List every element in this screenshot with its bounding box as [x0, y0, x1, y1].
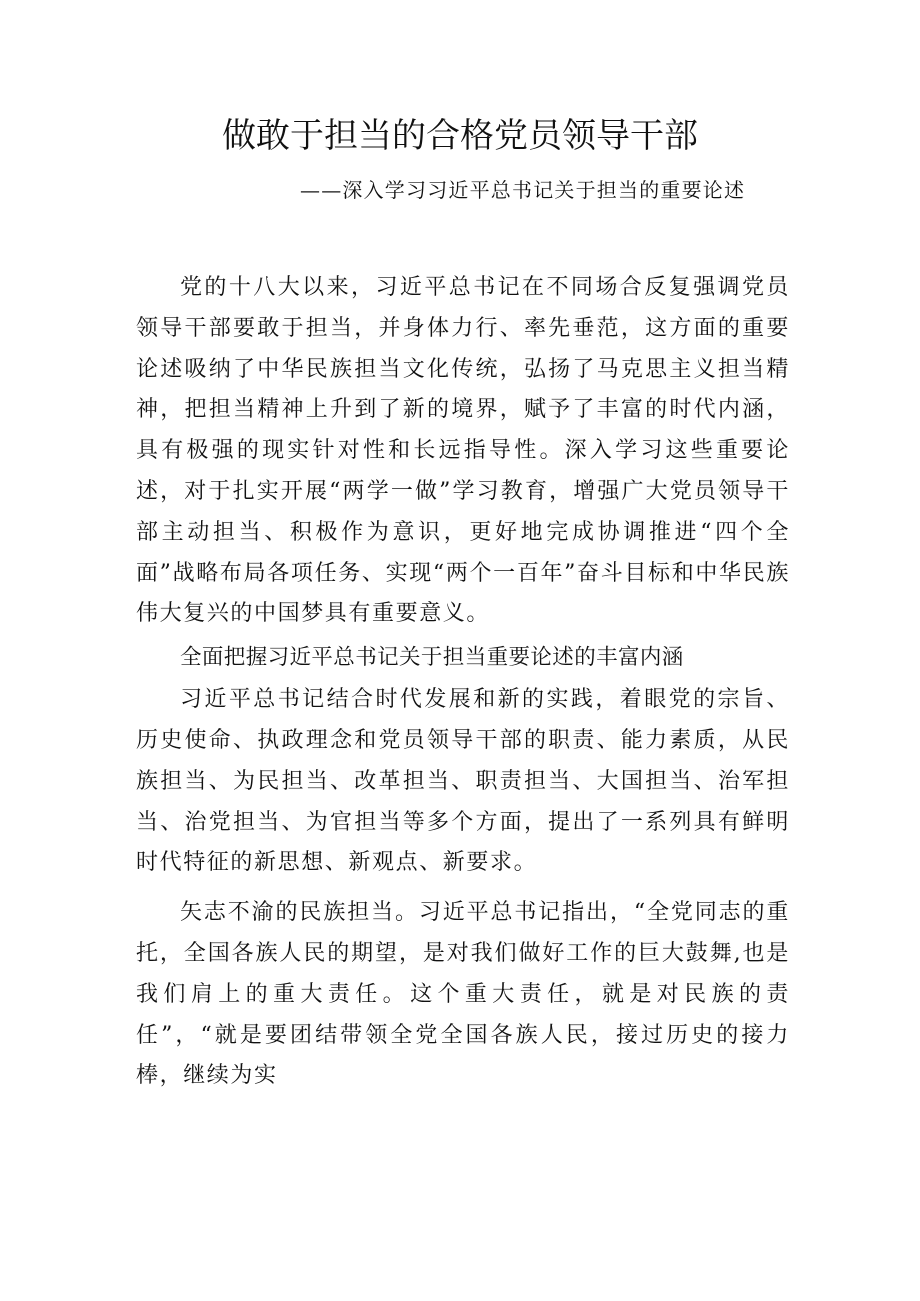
intro-paragraph: 党的十八大以来，习近平总书记在不同场合反复强调党员领导干部要敢于担当，并身体力行、率先垂范，这方面的重要论述吸纳了中华民族担当文化传统，弘扬了马克思主义担当精神，把担当精神上升到了新的境界，赋予了丰富的时代内涵，具有极强的现实针对性和长远指导性。深入学习这些重要论述，对于扎实开展“两学一做”学习教育，增强广大党员领导干部主动担当、积极作为意识，更好地完成协调推进“四个全面”战略布局各项任务、实现“两个一百年”奋斗目标和中华民族伟大复兴的中国梦具有重要意义。: [136, 275, 790, 627]
document-body: [136, 268, 790, 1097]
document-title: 做敢于担当的合格党员领导干部: [222, 116, 698, 156]
national-responsibility-paragraph: 矢志不渝的民族担当。习近平总书记指出，“全党同志的重托，全国各族人民的期望，是对我们做好工作的巨大鼓舞,也是我们肩上的重大责任。这个重大责任，就是对民族的责任”，“就是要团结带领全党全国各族人民，接过历史的接力棒，继续为实: [136, 900, 790, 1089]
document-subtitle: ——深入学习习近平总书记关于担当的重要论述: [300, 178, 746, 202]
section-paragraph: 习近平总书记结合时代发展和新的实践，着眼党的宗旨、历史使命、执政理念和党员领导干部的职责、能力素质，从民族担当、为民担当、改革担当、职责担当、大国担当、治军担当、治党担当、为官担当等多个方面，提出了一系列具有鲜明时代特征的新思想、新观点、新要求。: [136, 687, 790, 876]
section-heading: 全面把握习近平总书记关于担当重要论述的丰富内涵: [180, 645, 684, 671]
